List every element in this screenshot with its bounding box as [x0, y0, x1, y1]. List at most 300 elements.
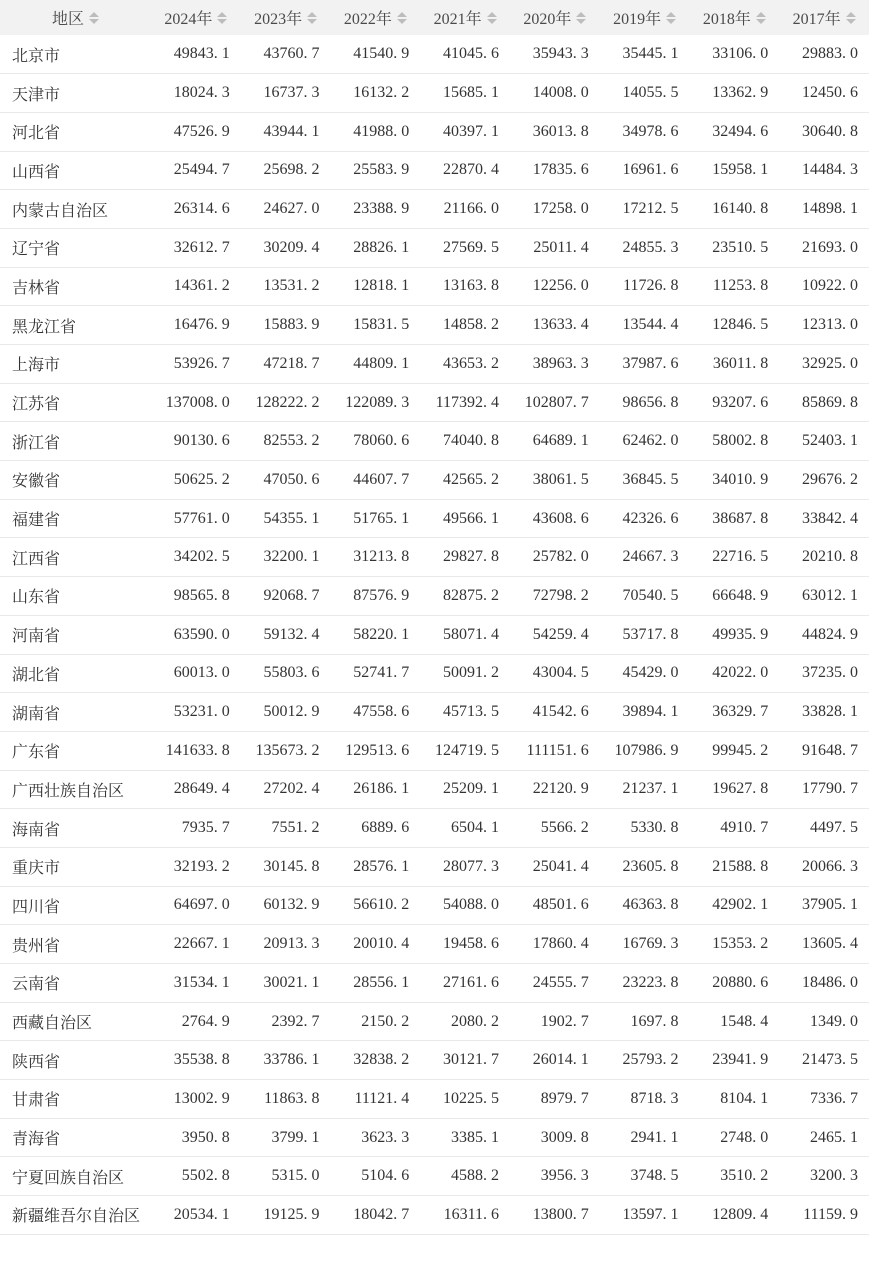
column-header-label: 2019年 — [613, 11, 662, 28]
cell-value-2020: 1902. 7 — [510, 1002, 600, 1041]
cell-value-2023: 3799. 1 — [241, 1118, 331, 1157]
cell-value-2024: 49843. 1 — [151, 35, 241, 74]
cell-region: 浙江省 — [0, 422, 151, 461]
cell-value-2023: 7551. 2 — [241, 809, 331, 848]
cell-value-2019: 3748. 5 — [600, 1157, 690, 1196]
cell-value-2022: 16132. 2 — [331, 74, 421, 113]
cell-value-2022: 78060. 6 — [331, 422, 421, 461]
cell-value-2023: 59132. 4 — [241, 615, 331, 654]
cell-region: 广西壮族自治区 — [0, 770, 151, 809]
cell-value-2024: 141633. 8 — [151, 731, 241, 770]
column-header-inner — [52, 6, 99, 29]
cell-value-2018: 99945. 2 — [690, 731, 780, 770]
cell-value-2019: 2941. 1 — [600, 1118, 690, 1157]
cell-value-2021: 27569. 5 — [420, 228, 510, 267]
cell-value-2021: 6504. 1 — [420, 809, 510, 848]
column-header-inner — [613, 6, 676, 29]
cell-value-2023: 13531. 2 — [241, 267, 331, 306]
table-row — [0, 190, 869, 229]
cell-value-2021: 21166. 0 — [420, 190, 510, 229]
column-header-label: 地区 — [51, 11, 84, 28]
cell-value-2024: 2764. 9 — [151, 1002, 241, 1041]
column-header-2019[interactable] — [600, 0, 690, 35]
cell-value-2019: 98656. 8 — [600, 383, 690, 422]
cell-value-2023: 47218. 7 — [241, 345, 331, 384]
sort-icon — [846, 12, 856, 24]
column-header-2024[interactable] — [151, 0, 241, 35]
cell-value-2018: 20880. 6 — [690, 964, 780, 1003]
cell-value-2021: 49566. 1 — [420, 499, 510, 538]
cell-value-2022: 20010. 4 — [331, 925, 421, 964]
column-header-inner — [254, 6, 317, 29]
column-header-label: 2022年 — [343, 11, 392, 28]
sort-down-arrow-icon — [576, 19, 586, 24]
cell-value-2022: 129513. 6 — [331, 731, 421, 770]
column-header-2018[interactable] — [690, 0, 780, 35]
sort-icon — [397, 12, 407, 24]
cell-region: 天津市 — [0, 74, 151, 113]
column-header-2020[interactable] — [510, 0, 600, 35]
cell-value-2019: 42326. 6 — [600, 499, 690, 538]
cell-value-2021: 42565. 2 — [420, 461, 510, 500]
sort-icon — [217, 12, 227, 24]
cell-value-2023: 55803. 6 — [241, 654, 331, 693]
cell-value-2022: 3623. 3 — [331, 1118, 421, 1157]
cell-value-2024: 18024. 3 — [151, 74, 241, 113]
cell-value-2022: 44607. 7 — [331, 461, 421, 500]
cell-value-2019: 16961. 6 — [600, 151, 690, 190]
cell-value-2018: 22716. 5 — [690, 538, 780, 577]
cell-value-2022: 15831. 5 — [331, 306, 421, 345]
cell-value-2024: 53231. 0 — [151, 693, 241, 732]
cell-value-2022: 26186. 1 — [331, 770, 421, 809]
table-row — [0, 615, 869, 654]
cell-value-2022: 32838. 2 — [331, 1041, 421, 1080]
sort-up-arrow-icon — [307, 12, 317, 17]
cell-region: 辽宁省 — [0, 228, 151, 267]
cell-value-2017: 12313. 0 — [779, 306, 869, 345]
table-row — [0, 499, 869, 538]
cell-value-2018: 15353. 2 — [690, 925, 780, 964]
table-row — [0, 809, 869, 848]
cell-region: 湖南省 — [0, 693, 151, 732]
cell-value-2019: 24855. 3 — [600, 228, 690, 267]
cell-value-2024: 22667. 1 — [151, 925, 241, 964]
cell-value-2021: 82875. 2 — [420, 577, 510, 616]
sort-up-arrow-icon — [576, 12, 586, 17]
cell-value-2022: 5104. 6 — [331, 1157, 421, 1196]
cell-region: 广东省 — [0, 731, 151, 770]
cell-value-2024: 13002. 9 — [151, 1080, 241, 1119]
sort-up-arrow-icon — [756, 12, 766, 17]
column-header-label: 2023年 — [254, 11, 303, 28]
cell-value-2020: 38963. 3 — [510, 345, 600, 384]
sort-down-arrow-icon — [666, 19, 676, 24]
cell-value-2024: 60013. 0 — [151, 654, 241, 693]
table-row — [0, 538, 869, 577]
table-row — [0, 345, 869, 384]
table-row — [0, 847, 869, 886]
cell-value-2018: 1548. 4 — [690, 1002, 780, 1041]
cell-value-2018: 34010. 9 — [690, 461, 780, 500]
cell-value-2017: 37235. 0 — [779, 654, 869, 693]
cell-value-2018: 33106. 0 — [690, 35, 780, 74]
cell-value-2021: 25209. 1 — [420, 770, 510, 809]
cell-value-2024: 26314. 6 — [151, 190, 241, 229]
table-row — [0, 267, 869, 306]
cell-value-2023: 2392. 7 — [241, 1002, 331, 1041]
cell-value-2024: 31534. 1 — [151, 964, 241, 1003]
cell-value-2019: 107986. 9 — [600, 731, 690, 770]
table-row — [0, 35, 869, 74]
cell-value-2019: 23223. 8 — [600, 964, 690, 1003]
cell-value-2017: 20210. 8 — [779, 538, 869, 577]
cell-value-2021: 27161. 6 — [420, 964, 510, 1003]
cell-value-2018: 36329. 7 — [690, 693, 780, 732]
cell-value-2017: 1349. 0 — [779, 1002, 869, 1041]
cell-value-2020: 43004. 5 — [510, 654, 600, 693]
sort-down-arrow-icon — [307, 19, 317, 24]
table-row — [0, 654, 869, 693]
cell-value-2021: 22870. 4 — [420, 151, 510, 190]
cell-value-2024: 90130. 6 — [151, 422, 241, 461]
cell-value-2019: 25793. 2 — [600, 1041, 690, 1080]
cell-value-2020: 3956. 3 — [510, 1157, 600, 1196]
cell-value-2017: 29883. 0 — [779, 35, 869, 74]
cell-value-2022: 23388. 9 — [331, 190, 421, 229]
cell-value-2020: 3009. 8 — [510, 1118, 600, 1157]
cell-region: 宁夏回族自治区 — [0, 1157, 151, 1196]
cell-value-2017: 37905. 1 — [779, 886, 869, 925]
column-header-inner — [164, 6, 227, 29]
sort-up-arrow-icon — [666, 12, 676, 17]
cell-value-2017: 11159. 9 — [779, 1196, 869, 1235]
cell-value-2022: 28556. 1 — [331, 964, 421, 1003]
column-header-inner — [344, 6, 407, 29]
cell-value-2019: 16769. 3 — [600, 925, 690, 964]
cell-value-2019: 14055. 5 — [600, 74, 690, 113]
cell-value-2020: 8979. 7 — [510, 1080, 600, 1119]
cell-value-2018: 12846. 5 — [690, 306, 780, 345]
column-header-2021[interactable] — [420, 0, 510, 35]
cell-value-2018: 19627. 8 — [690, 770, 780, 809]
cell-value-2024: 57761. 0 — [151, 499, 241, 538]
cell-value-2019: 1697. 8 — [600, 1002, 690, 1041]
column-header-inner — [703, 6, 766, 29]
cell-value-2024: 28649. 4 — [151, 770, 241, 809]
table-row — [0, 925, 869, 964]
cell-region: 陕西省 — [0, 1041, 151, 1080]
cell-value-2022: 52741. 7 — [331, 654, 421, 693]
cell-value-2017: 85869. 8 — [779, 383, 869, 422]
sort-down-arrow-icon — [217, 19, 227, 24]
column-header-2022[interactable] — [331, 0, 421, 35]
cell-value-2021: 43653. 2 — [420, 345, 510, 384]
cell-value-2020: 17860. 4 — [510, 925, 600, 964]
cell-value-2017: 21693. 0 — [779, 228, 869, 267]
column-header-label: 2024年 — [164, 11, 213, 28]
cell-value-2023: 5315. 0 — [241, 1157, 331, 1196]
cell-value-2021: 2080. 2 — [420, 1002, 510, 1041]
cell-value-2021: 15685. 1 — [420, 74, 510, 113]
cell-region: 吉林省 — [0, 267, 151, 306]
cell-value-2023: 24627. 0 — [241, 190, 331, 229]
table-row — [0, 228, 869, 267]
cell-value-2021: 28077. 3 — [420, 847, 510, 886]
cell-value-2017: 44824. 9 — [779, 615, 869, 654]
cell-value-2020: 24555. 7 — [510, 964, 600, 1003]
cell-value-2022: 2150. 2 — [331, 1002, 421, 1041]
cell-region: 河北省 — [0, 112, 151, 151]
cell-value-2021: 10225. 5 — [420, 1080, 510, 1119]
cell-value-2024: 25494. 7 — [151, 151, 241, 190]
cell-value-2019: 13597. 1 — [600, 1196, 690, 1235]
cell-value-2024: 32193. 2 — [151, 847, 241, 886]
cell-value-2019: 34978. 6 — [600, 112, 690, 151]
cell-value-2019: 39894. 1 — [600, 693, 690, 732]
table-row — [0, 1118, 869, 1157]
cell-value-2018: 66648. 9 — [690, 577, 780, 616]
cell-region: 重庆市 — [0, 847, 151, 886]
table-row — [0, 1080, 869, 1119]
cell-value-2019: 8718. 3 — [600, 1080, 690, 1119]
cell-value-2017: 52403. 1 — [779, 422, 869, 461]
cell-value-2023: 32200. 1 — [241, 538, 331, 577]
cell-region: 西藏自治区 — [0, 1002, 151, 1041]
sort-up-arrow-icon — [846, 12, 856, 17]
cell-value-2023: 27202. 4 — [241, 770, 331, 809]
cell-value-2019: 5330. 8 — [600, 809, 690, 848]
column-header-inner — [793, 6, 856, 29]
cell-value-2019: 13544. 4 — [600, 306, 690, 345]
cell-value-2017: 30640. 8 — [779, 112, 869, 151]
column-header-inner — [434, 6, 497, 29]
table-row — [0, 112, 869, 151]
cell-value-2018: 13362. 9 — [690, 74, 780, 113]
cell-value-2021: 45713. 5 — [420, 693, 510, 732]
table-row — [0, 151, 869, 190]
header-row — [0, 0, 869, 35]
sort-down-arrow-icon — [756, 19, 766, 24]
column-header-label: 2020年 — [523, 11, 572, 28]
cell-value-2022: 25583. 9 — [331, 151, 421, 190]
cell-value-2017: 32925. 0 — [779, 345, 869, 384]
cell-value-2017: 7336. 7 — [779, 1080, 869, 1119]
cell-value-2018: 38687. 8 — [690, 499, 780, 538]
sort-up-arrow-icon — [89, 12, 99, 17]
cell-value-2022: 11121. 4 — [331, 1080, 421, 1119]
cell-value-2018: 8104. 1 — [690, 1080, 780, 1119]
cell-value-2022: 56610. 2 — [331, 886, 421, 925]
cell-value-2018: 15958. 1 — [690, 151, 780, 190]
cell-value-2023: 25698. 2 — [241, 151, 331, 190]
table-row — [0, 886, 869, 925]
cell-region: 河南省 — [0, 615, 151, 654]
sort-up-arrow-icon — [487, 12, 497, 17]
cell-value-2017: 63012. 1 — [779, 577, 869, 616]
column-header-label: 2017年 — [792, 11, 841, 28]
cell-value-2019: 45429. 0 — [600, 654, 690, 693]
cell-value-2018: 2748. 0 — [690, 1118, 780, 1157]
cell-value-2018: 23941. 9 — [690, 1041, 780, 1080]
cell-value-2017: 14484. 3 — [779, 151, 869, 190]
table-row — [0, 964, 869, 1003]
column-header-label: 2018年 — [702, 11, 751, 28]
cell-value-2022: 44809. 1 — [331, 345, 421, 384]
cell-value-2023: 128222. 2 — [241, 383, 331, 422]
cell-value-2020: 13633. 4 — [510, 306, 600, 345]
table-row — [0, 383, 869, 422]
cell-region: 上海市 — [0, 345, 151, 384]
cell-value-2021: 16311. 6 — [420, 1196, 510, 1235]
cell-value-2021: 124719. 5 — [420, 731, 510, 770]
cell-value-2019: 21237. 1 — [600, 770, 690, 809]
cell-value-2021: 50091. 2 — [420, 654, 510, 693]
cell-region: 江西省 — [0, 538, 151, 577]
cell-region: 贵州省 — [0, 925, 151, 964]
cell-value-2024: 53926. 7 — [151, 345, 241, 384]
cell-value-2017: 18486. 0 — [779, 964, 869, 1003]
cell-value-2023: 47050. 6 — [241, 461, 331, 500]
cell-value-2023: 82553. 2 — [241, 422, 331, 461]
cell-value-2020: 43608. 6 — [510, 499, 600, 538]
sort-icon — [89, 12, 99, 24]
cell-value-2017: 20066. 3 — [779, 847, 869, 886]
column-header-region[interactable] — [0, 0, 151, 35]
table-row — [0, 693, 869, 732]
cell-value-2024: 63590. 0 — [151, 615, 241, 654]
cell-region: 四川省 — [0, 886, 151, 925]
cell-value-2020: 36013. 8 — [510, 112, 600, 151]
cell-value-2024: 47526. 9 — [151, 112, 241, 151]
cell-value-2022: 6889. 6 — [331, 809, 421, 848]
cell-value-2021: 14858. 2 — [420, 306, 510, 345]
cell-value-2020: 17258. 0 — [510, 190, 600, 229]
cell-region: 海南省 — [0, 809, 151, 848]
sort-up-arrow-icon — [397, 12, 407, 17]
cell-value-2024: 5502. 8 — [151, 1157, 241, 1196]
cell-value-2018: 58002. 8 — [690, 422, 780, 461]
cell-value-2024: 16476. 9 — [151, 306, 241, 345]
cell-value-2017: 29676. 2 — [779, 461, 869, 500]
cell-value-2020: 17835. 6 — [510, 151, 600, 190]
cell-value-2021: 19458. 6 — [420, 925, 510, 964]
cell-value-2017: 4497. 5 — [779, 809, 869, 848]
cell-value-2022: 87576. 9 — [331, 577, 421, 616]
cell-region: 云南省 — [0, 964, 151, 1003]
cell-value-2019: 24667. 3 — [600, 538, 690, 577]
sort-down-arrow-icon — [846, 19, 856, 24]
cell-value-2024: 14361. 2 — [151, 267, 241, 306]
sort-down-arrow-icon — [487, 19, 497, 24]
column-header-inner — [523, 6, 586, 29]
cell-value-2021: 58071. 4 — [420, 615, 510, 654]
cell-value-2023: 11863. 8 — [241, 1080, 331, 1119]
cell-value-2023: 15883. 9 — [241, 306, 331, 345]
cell-value-2019: 53717. 8 — [600, 615, 690, 654]
cell-value-2021: 3385. 1 — [420, 1118, 510, 1157]
cell-value-2018: 49935. 9 — [690, 615, 780, 654]
cell-value-2022: 28826. 1 — [331, 228, 421, 267]
cell-value-2023: 50012. 9 — [241, 693, 331, 732]
cell-value-2021: 117392. 4 — [420, 383, 510, 422]
cell-value-2022: 41988. 0 — [331, 112, 421, 151]
cell-value-2018: 23510. 5 — [690, 228, 780, 267]
cell-value-2023: 135673. 2 — [241, 731, 331, 770]
cell-value-2019: 35445. 1 — [600, 35, 690, 74]
column-header-label: 2021年 — [433, 11, 482, 28]
table-row — [0, 770, 869, 809]
cell-value-2021: 4588. 2 — [420, 1157, 510, 1196]
cell-value-2022: 18042. 7 — [331, 1196, 421, 1235]
cell-value-2021: 41045. 6 — [420, 35, 510, 74]
cell-value-2017: 14898. 1 — [779, 190, 869, 229]
cell-value-2024: 3950. 8 — [151, 1118, 241, 1157]
table-row — [0, 74, 869, 113]
cell-value-2020: 13800. 7 — [510, 1196, 600, 1235]
cell-value-2019: 62462. 0 — [600, 422, 690, 461]
cell-value-2017: 21473. 5 — [779, 1041, 869, 1080]
cell-region: 内蒙古自治区 — [0, 190, 151, 229]
cell-value-2017: 10922. 0 — [779, 267, 869, 306]
cell-region: 湖北省 — [0, 654, 151, 693]
cell-region: 安徽省 — [0, 461, 151, 500]
cell-value-2019: 37987. 6 — [600, 345, 690, 384]
table-row — [0, 1041, 869, 1080]
cell-value-2020: 111151. 6 — [510, 731, 600, 770]
table-header — [0, 0, 869, 35]
cell-region: 新疆维吾尔自治区 — [0, 1196, 151, 1235]
cell-value-2022: 51765. 1 — [331, 499, 421, 538]
cell-value-2022: 31213. 8 — [331, 538, 421, 577]
cell-value-2022: 12818. 1 — [331, 267, 421, 306]
cell-value-2018: 32494. 6 — [690, 112, 780, 151]
table-row — [0, 1196, 869, 1235]
cell-region: 青海省 — [0, 1118, 151, 1157]
cell-value-2023: 30209. 4 — [241, 228, 331, 267]
cell-region: 江苏省 — [0, 383, 151, 422]
cell-region: 福建省 — [0, 499, 151, 538]
cell-value-2020: 72798. 2 — [510, 577, 600, 616]
cell-value-2018: 16140. 8 — [690, 190, 780, 229]
cell-value-2020: 64689. 1 — [510, 422, 600, 461]
sort-up-arrow-icon — [217, 12, 227, 17]
cell-value-2019: 36845. 5 — [600, 461, 690, 500]
cell-value-2017: 2465. 1 — [779, 1118, 869, 1157]
column-header-2017[interactable] — [779, 0, 869, 35]
cell-value-2019: 23605. 8 — [600, 847, 690, 886]
cell-value-2020: 25011. 4 — [510, 228, 600, 267]
cell-value-2020: 35943. 3 — [510, 35, 600, 74]
cell-value-2024: 32612. 7 — [151, 228, 241, 267]
cell-value-2019: 46363. 8 — [600, 886, 690, 925]
cell-value-2024: 50625. 2 — [151, 461, 241, 500]
cell-value-2023: 54355. 1 — [241, 499, 331, 538]
cell-value-2020: 102807. 7 — [510, 383, 600, 422]
cell-value-2017: 91648. 7 — [779, 731, 869, 770]
sort-icon — [576, 12, 586, 24]
cell-value-2024: 20534. 1 — [151, 1196, 241, 1235]
cell-region: 甘肃省 — [0, 1080, 151, 1119]
column-header-2023[interactable] — [241, 0, 331, 35]
cell-value-2023: 60132. 9 — [241, 886, 331, 925]
cell-value-2023: 30021. 1 — [241, 964, 331, 1003]
cell-value-2019: 17212. 5 — [600, 190, 690, 229]
cell-value-2020: 5566. 2 — [510, 809, 600, 848]
cell-value-2022: 41540. 9 — [331, 35, 421, 74]
cell-value-2017: 3200. 3 — [779, 1157, 869, 1196]
cell-value-2018: 42022. 0 — [690, 654, 780, 693]
